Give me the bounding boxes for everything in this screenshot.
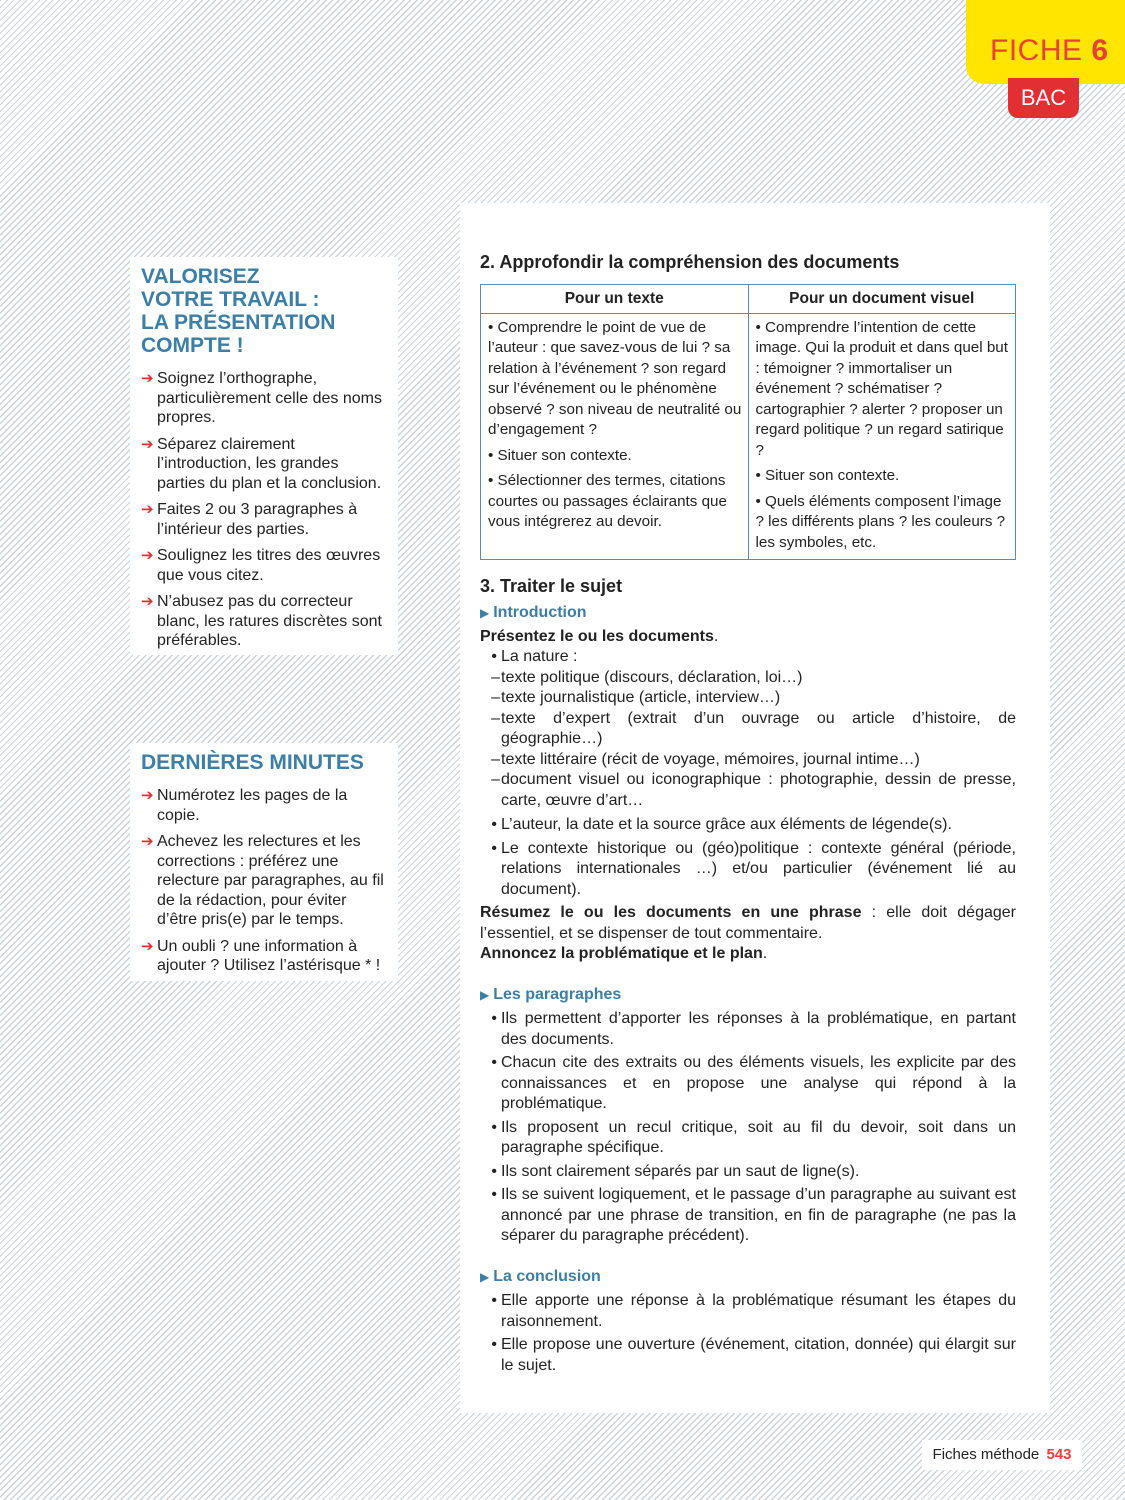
comparison-table [480,284,1016,560]
cell-item: • Situer son contexte. [488,446,632,464]
bullet-text: Ils permettent d’apporter les réponses à la problématique, en partant des documents. [501,1010,1016,1048]
heading-text: Les paragraphes [493,985,622,1003]
bullet-item [480,839,1016,901]
arrow-icon: ➔ [141,937,154,955]
dash-icon: – [491,689,500,706]
table-header-visual: Pour un document visuel [748,285,1016,314]
introduction-heading [480,603,1016,624]
cell-item: • Comprendre le point de vue de l’auteur : que savez-vous de lui ? sa relation à l’événement ? son regard sur l’événement ou le phénomène observé ? son niveau de neutralité ou d’engagement ? [488,318,742,438]
bullet-text: L’auteur, la date et la source grâce aux éléments de légende(s). [501,816,952,833]
valorisez-title [141,265,388,357]
tip-text: Séparez clairement l’introduction, les grandes parties du plan et la conclusion. [157,435,382,492]
arrow-icon: ➔ [141,435,154,453]
valorisez-box [130,257,398,655]
bullet-text: Ils sont clairement séparés par un saut de ligne(s). [501,1162,860,1180]
paragraphes-heading [480,985,1016,1006]
triangle-icon: ▶ [480,987,490,1002]
title-line: COMPTE ! [141,334,244,357]
bullet-text: Ils proposent un recul critique, soit au fil du devoir, soit dans un paragraphe spécifique. [501,1118,1016,1156]
tip-item [141,592,388,651]
tip-text: Soignez l’orthographe, particulièrement celle des noms propres. [157,370,382,426]
fiche-number: 6 [1091,34,1109,67]
bullet-item [480,1291,1016,1332]
main-content [480,251,1016,1379]
page-number: 543 [1046,1446,1072,1463]
section-2-title: 2. Approfondir la compréhension des documents [480,252,900,272]
bullet-icon: • [491,648,497,665]
bullet-item [480,1118,1016,1159]
arrow-icon: ➔ [141,547,154,564]
dash-text: texte littéraire (récit de voyage, mémoires, journal intime…) [501,750,920,768]
dash-text: texte d’expert (extrait d’un ouvrage ou article d’histoire, de géographie…) [501,709,1016,747]
table-cell-visual [748,313,1016,560]
bullet-icon: • [491,1010,497,1027]
heading-text: Introduction [493,604,587,621]
title-line: VALORISEZ [141,265,260,288]
page-footer [922,1440,1082,1470]
dash-text: texte politique (discours, déclaration, loi…) [501,668,803,686]
conclusion-heading [480,1267,1016,1288]
dash-item [480,770,1016,811]
tip-item [141,500,388,539]
bullet-text: La nature : [501,648,578,665]
dash-item [480,688,1016,709]
triangle-icon: ▶ [480,606,490,620]
dash-item [480,668,1016,689]
tip-item [141,937,388,976]
cell-item: • Situer son contexte. [755,467,900,484]
bullet-text: Chacun cite des extraits ou des éléments visuels, les explicite par des connaissances et en propose une analyse qui répond à la problématique. [501,1054,1016,1112]
bullet-icon: • [491,839,497,857]
bullet-item [480,1053,1016,1115]
bullet-text: Ils se suivent logiquement, et le passage d’un paragraphe au suivant est annoncé par une phrase de transition, en fin de paragraphe (ne pas la séparer du paragraphe précédent). [501,1186,1016,1244]
annonce-bold: Annoncez la problématique et le plan [480,945,763,962]
tip-item [141,435,388,494]
bullet-icon: • [491,816,497,833]
tip-text: Un oubli ? une information à ajouter ? Utilisez l’astérisque * ! [157,937,381,974]
tip-item [141,786,388,825]
cell-item: • Sélectionner des termes, citations courtes ou passages éclairants que vous intégrerez au devoir. [488,472,727,530]
tip-text: Numérotez les pages de la copie. [157,787,348,824]
bullet-item [480,1162,1016,1183]
bullet-text: Elle propose une ouverture (événement, citation, donnée) qui élargit sur le sujet. [501,1336,1016,1374]
annonce-line [480,944,1016,965]
bullet-icon: • [491,1336,497,1353]
triangle-icon: ▶ [480,1269,490,1284]
dash-icon: – [491,668,500,686]
dash-item [480,709,1016,750]
title-line: VOTRE TRAVAIL : [141,288,320,311]
tip-text: N’abusez pas du correcteur blanc, les ratures discrètes sont préférables. [157,593,382,649]
resume-bold: Résumez le ou les documents en une phrase [480,904,862,921]
footer-label: Fiches méthode [932,1446,1040,1463]
cell-item: • Quels éléments composent l’image ? les différents plans ? les couleurs ? les symboles, etc. [755,492,1006,551]
resume-line [480,903,1016,944]
dash-icon: – [491,771,500,788]
intro-lead [480,627,1016,648]
dernieres-box [130,743,398,981]
tip-text: Achevez les relectures et les corrections : préférez une relecture par paragraphes, au fil de la rédaction, pour éviter d’être pris(e) par le temps. [157,833,384,928]
bullet-item [480,647,1016,668]
bullet-icon: • [491,1118,497,1136]
dernieres-title: DERNIÈRES MINUTES [141,751,364,774]
dash-icon: – [491,709,500,727]
bullet-icon: • [491,1162,497,1180]
bullet-text: Le contexte historique ou (géo)politique : contexte général (période, relations internationales …) et/ou particulier (événement lié au document). [501,839,1016,898]
bullet-item [480,1009,1016,1050]
bullet-icon: • [491,1292,497,1309]
table-cell-text [481,313,749,560]
bullet-item [480,815,1016,836]
resume-rest: : elle doit dégager l’essentiel, et se dispenser de tout commentaire. [480,904,1016,942]
section-3-title: 3. Traiter le sujet [480,576,623,596]
arrow-icon: ➔ [141,833,154,850]
arrow-icon: ➔ [141,593,154,610]
lead-rest: . [713,627,719,645]
heading-text: La conclusion [493,1267,601,1285]
bullet-icon: • [491,1054,497,1071]
tip-item [141,546,388,585]
bac-badge: BAC [1008,78,1079,118]
arrow-icon: ➔ [141,370,154,387]
dash-item [480,750,1016,771]
bullet-text: Elle apporte une réponse à la problématique résumant les étapes du raisonnement. [501,1292,1016,1330]
arrow-icon: ➔ [141,787,154,804]
bullet-icon: • [491,1186,497,1203]
dash-icon: – [491,750,500,768]
lead-bold: Présentez le ou les documents [480,627,714,645]
dash-text: texte journalistique (article, interview…) [501,689,781,706]
arrow-icon: ➔ [141,501,154,518]
bullet-item [480,1185,1016,1247]
fiche-title [990,34,1109,68]
tip-text: Soulignez les titres des œuvres que vous citez. [157,547,381,584]
main-panel [460,203,1050,1413]
bullet-item [480,1335,1016,1376]
annonce-rest: . [762,945,768,962]
cell-item: • Comprendre l’intention de cette image. Qui la produit et dans quel but : témoigner ? immortaliser un événement ? schématiser ? cartographier ? alerter ? proposer un regard politique ? un regard satirique ? [755,318,1008,459]
tip-item [141,369,388,428]
tip-text: Faites 2 ou 3 paragraphes à l’intérieur des parties. [157,501,358,538]
title-line: LA PRÉSENTATION [141,311,336,334]
dash-text: document visuel ou iconographique : photographie, dessin de presse, carte, œuvre d’art… [501,771,1016,809]
table-header-text: Pour un texte [481,285,749,314]
tip-item [141,832,388,930]
fiche-label: FICHE [990,34,1083,67]
